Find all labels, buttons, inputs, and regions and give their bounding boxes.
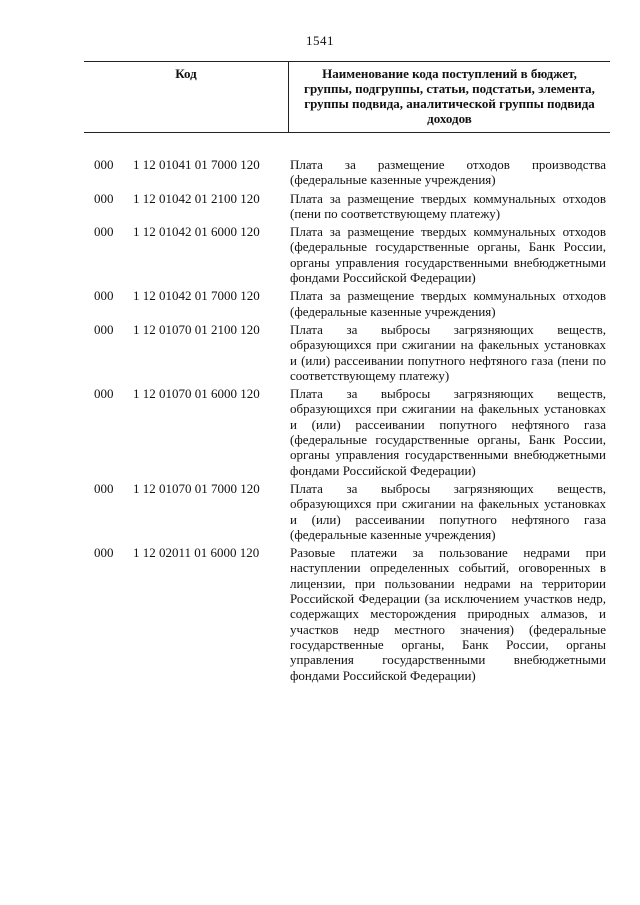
revenue-name: Плата за размещение твердых коммунальных отходов (федеральные казенные учреждения) [290,288,606,319]
table-row [94,224,606,285]
revenue-name: Плата за размещение твердых коммунальных отходов (пени по соответствующему платежу) [290,190,606,221]
code-column-header: Код [84,62,289,132]
page-number: 1541 [306,33,334,48]
admin-code: 000 [94,190,114,206]
table-row [94,157,606,188]
revenue-name: Плата за размещение отходов производства (федеральные казенные учреждения) [290,157,606,188]
table-row [94,288,606,319]
revenue-name: Плата за выбросы загрязняющих веществ, образующихся при сжигании на факельных установках и (или) рассеивании попутного нефтяного газа (пени по соответствующему платежу) [290,321,606,383]
revenue-code: 1 12 01070 01 7000 120 [133,480,260,496]
table-row [94,481,606,542]
admin-code: 000 [94,386,114,402]
admin-code: 000 [94,288,114,304]
revenue-code: 1 12 01070 01 6000 120 [133,386,260,402]
admin-code: 000 [94,157,114,172]
revenue-name: Плата за выбросы загрязняющих веществ, образующихся при сжигании на факельных установках и (или) рассеивании попутного нефтяного газа (федеральные государственные органы, Банк России, органы управления государственными внебюджетными фондами Российской Федерации) [290,386,606,478]
admin-code: 000 [94,321,114,337]
table-row [94,191,606,222]
name-column-header: Наименование кода поступлений в бюджет, группы, подгруппы, статьи, подстатьи, элемента, группы подвида, аналитической группы подвида доходов [304,66,595,126]
revenue-name: Плата за размещение твердых коммунальных отходов (федеральные государственные органы, Банк России, органы управления государственными внебюджетными фондами Российской Федерации) [290,224,606,286]
revenue-code: 1 12 01042 01 6000 120 [133,224,260,240]
table-row [94,545,606,683]
table-row [94,322,606,383]
table-header [84,61,610,133]
revenue-code: 1 12 01041 01 7000 120 [133,157,260,172]
table-row [94,386,606,478]
table-body [94,157,606,686]
revenue-code: 1 12 01042 01 2100 120 [133,190,260,206]
admin-code: 000 [94,224,114,240]
revenue-name: Плата за выбросы загрязняющих веществ, образующихся при сжигании на факельных установках и (или) рассеивании попутного нефтяного газа (федеральные казенные учреждения) [290,480,606,542]
revenue-code: 1 12 01042 01 7000 120 [133,288,260,304]
revenue-code: 1 12 01070 01 2100 120 [133,321,260,337]
admin-code: 000 [94,480,114,496]
revenue-name: Разовые платежи за пользование недрами при наступлении определенных событий, оговоренных в лицензии, при пользовании недрами на территории Российской Федерации (за исключением участков недр, содержащих месторождения природных алмазов, и участков недр местного значения) (федеральные государственные органы, Банк России, органы управления государственными внебюджетными фондами Российской Федерации) [290,545,606,683]
revenue-code: 1 12 02011 01 6000 120 [133,545,260,561]
admin-code: 000 [94,545,114,561]
